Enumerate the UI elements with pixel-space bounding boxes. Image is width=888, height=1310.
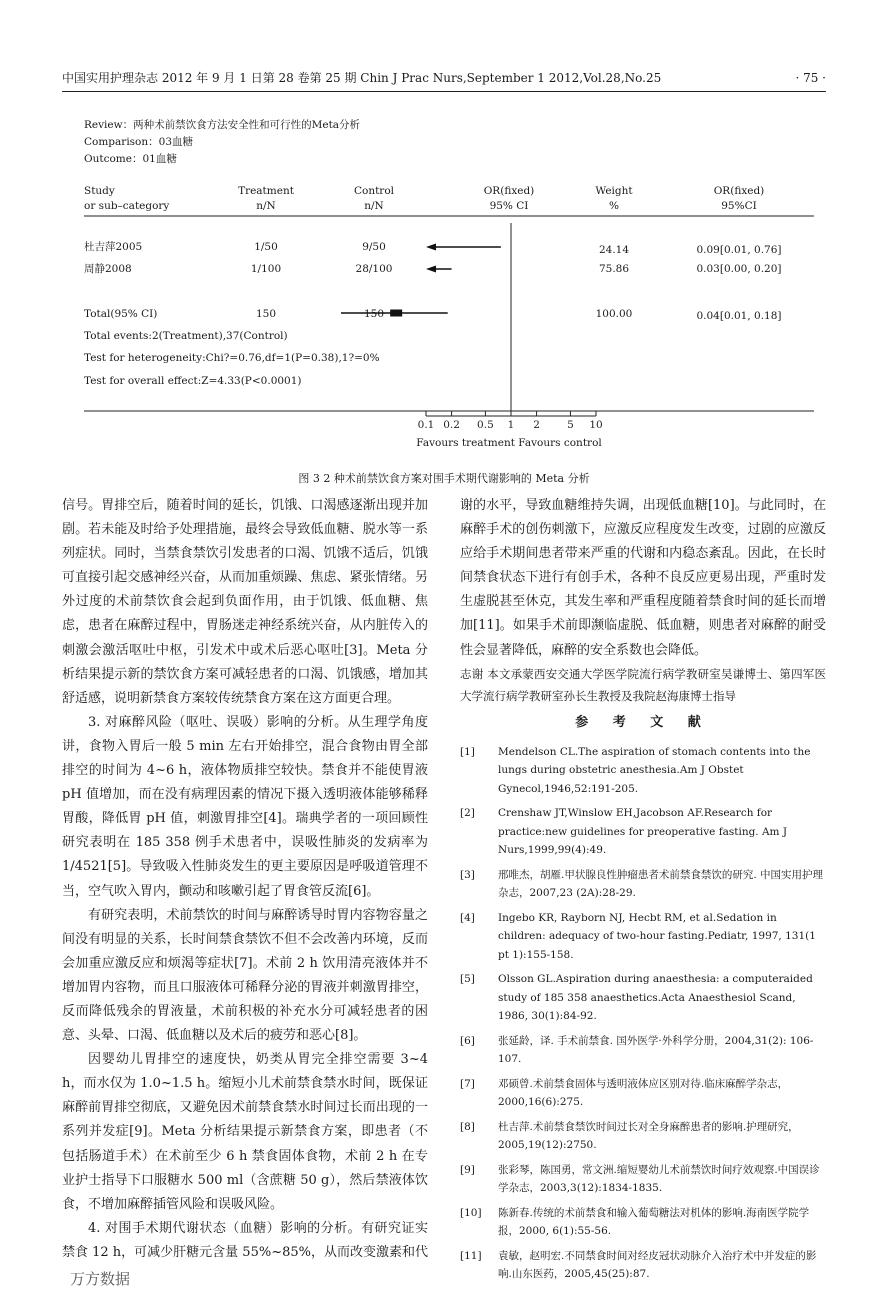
ci-arrow bbox=[426, 244, 436, 251]
reference-number: [1] bbox=[460, 745, 475, 758]
reference-number: [2] bbox=[460, 807, 475, 820]
reference-number: [5] bbox=[460, 973, 475, 986]
reference-text: 邢唯杰，胡雁.甲状腺良性肿瘤患者术前禁食禁饮的研究. 中国实用护理杂志，2007,23 (2A):28-29. bbox=[498, 868, 824, 900]
col-head-study-1: Study bbox=[84, 185, 115, 197]
paragraph-6: 谢的水平，导致血糖维持失调，出现低血糖[10]。与此同时，在麻醉手术的创伤刺激下，应激反应程度发生改变，过剧的应激反应给手术期间患者带来严重的代谢和内稳态紊乱。因此，在长时间禁食状态下进行有创手术，各种不良反应更易出现，严重时发生虚脱甚至休克，其发生率和严重程度随着禁食时间的延长而增加[11]。如果手术前即濒临虚脱、低血糖，则患者对麻醉的耐受性会显著降低，麻醉的安全系数也会降低。 bbox=[460, 498, 826, 658]
col-head-or-2: 95% CI bbox=[489, 200, 529, 212]
journal-info: 中国实用护理杂志 2012 年 9 月 1 日第 28 卷第 25 期 Chin J Prac Nurs,September 1 2012,Vol.28,No.25 bbox=[62, 71, 662, 85]
references-title: 参 考 文 献 bbox=[575, 714, 711, 730]
total-events: Total events:2(Treatment),37(Control) bbox=[84, 330, 288, 342]
row-2-orci: 0.03[0.00, 0.20] bbox=[696, 263, 782, 275]
acknowledgement: 志谢 本文承蒙西安交通大学医学院流行病学教研室吴谦博士、第四军医大学流行病学教研室孙长生教授及我院赵海康博士指导 bbox=[460, 666, 826, 703]
row-1-orci: 0.09[0.01, 0.76] bbox=[696, 244, 782, 256]
col-head-weight-2: % bbox=[609, 200, 619, 212]
row-1-treatment: 1/50 bbox=[254, 241, 278, 253]
ci-arrow bbox=[426, 266, 436, 273]
header-rule bbox=[62, 91, 826, 92]
reference-item bbox=[460, 1075, 826, 1112]
reference-text: Crenshaw JT,Winslow EH,Jacobson AF.Research for practice:new guidelines for preoperative fasting. Am J Nurs,1999,99(4):49. bbox=[498, 807, 788, 857]
page-number: · 75 · bbox=[795, 71, 826, 85]
reference-item bbox=[460, 1161, 826, 1198]
reference-text: 邓硕曾.术前禁食固体与透明液体应区别对待.临床麻醉学杂志，2000,16(6):275. bbox=[498, 1077, 789, 1109]
reference-text: Ingebo KR, Rayborn NJ, Hecbt RM, et al.Sedation in children: adequacy of two-hour fasting.Pediatr, 1997, 131(1 pt 1):155-158. bbox=[498, 911, 816, 961]
total-weight: 100.00 bbox=[595, 308, 633, 320]
forest-plot-svg bbox=[84, 118, 814, 458]
col-head-or-1: OR(fixed) bbox=[483, 185, 535, 197]
heterogeneity-test: Test for heterogeneity:Chi?=0.76,df=1(P=0.38),1?=0% bbox=[84, 352, 380, 364]
outcome-line: Outcome：01血糖 bbox=[84, 153, 177, 165]
total-treatment: 150 bbox=[255, 308, 277, 320]
right-column bbox=[460, 494, 826, 1290]
reference-text: 袁敏，赵明宏.不同禁食时间对经皮冠状动脉介入治疗术中并发症的影响.山东医药，2005,45(25):87. bbox=[498, 1249, 817, 1281]
row-1-weight: 24.14 bbox=[598, 244, 630, 256]
reference-item bbox=[460, 970, 826, 1026]
paragraph-1: 信号。胃排空后，随着时间的延长，饥饿、口渴感逐渐出现并加剧。若未能及时给予处理措施，最终会导致低血糖、脱水等一系列症状。同时，当禁食禁饮引发患者的口渴、饥饿不适后，饥饿可直接引起交感神经兴奋，从而加重烦躁、焦虑、紧张情绪。另外过度的术前禁饮食会起到负面作用，由于饥饿、低血糖、焦虑，患者在麻醉过程中，胃肠迷走神经系统兴奋，从内脏传入的刺激会激活呕吐中枢，引发术中或术后恶心呕吐[3]。Meta 分析结果提示新的禁饮食方案可减轻患者的口渴、饥饿感，增加其舒适感，说明新禁食方案较传统禁食方案在这方面更合理。 bbox=[62, 498, 428, 706]
paragraph-5: 4. 对围手术期代谢状态（血糖）影响的分析。有研究证实禁食 12 h，可减少肝糖元含量 55%~85%，从而改变激素和代 bbox=[62, 1220, 428, 1260]
reference-number: [4] bbox=[460, 911, 475, 924]
reference-text: 陈新春.传统的术前禁食和输入葡萄糖法对机体的影响.海南医学院学报，2000, 6(1):55-56. bbox=[498, 1206, 810, 1238]
reference-text: Mendelson CL.The aspiration of stomach contents into the lungs during obstetric anesthesia.Am J Obstet Gynecol,1946,52:191-205. bbox=[498, 745, 811, 795]
reference-text: 张延龄，译. 手术前禁食. 国外医学·外科学分册，2004,31(2): 106-107. bbox=[498, 1034, 814, 1066]
x-tick-label: 1 bbox=[507, 419, 515, 431]
col-head-weight-1: Weight bbox=[595, 185, 633, 197]
row-2-control: 28/100 bbox=[355, 263, 393, 275]
col-head-control-1: Control bbox=[353, 185, 395, 197]
reference-text: Olsson GL.Aspiration during anaesthesia: a computeraided study of 185 358 anaesthetics.Acta Anaesthesiol Scand, 1986, 30(1):84-92. bbox=[498, 973, 813, 1023]
col-head-treatment-1: Treatment bbox=[238, 185, 294, 197]
reference-list bbox=[460, 743, 826, 1284]
total-estimate bbox=[390, 310, 402, 317]
col-head-orci-2: 95%CI bbox=[721, 200, 757, 212]
left-column bbox=[62, 494, 428, 1265]
x-tick-label: 0.2 bbox=[443, 419, 460, 431]
reference-number: [6] bbox=[460, 1034, 475, 1047]
reference-number: [7] bbox=[460, 1077, 475, 1090]
paragraph-3: 有研究表明，术前禁饮的时间与麻醉诱导时胃内容物容量之间没有明显的关系，长时间禁食禁饮不但不会改善内环境，反而会加重应激反应和烦渴等症状[7]。术前 2 h 饮用清亮液体并不增加胃内容物，而且口服液体可稀释分泌的胃液并刺激胃排空，反而降低残余的胃液量，术前积极的补充水分可减轻患者的困意、头晕、口渴、低血糖以及术后的疲劳和恶心[8]。 bbox=[62, 907, 428, 1044]
x-tick-label: 0.1 bbox=[417, 419, 435, 431]
axis-footer: Favours treatment Favours control bbox=[416, 437, 602, 449]
reference-item bbox=[460, 866, 826, 903]
running-header bbox=[62, 70, 826, 86]
comparison-line: Comparison：03血糖 bbox=[84, 136, 194, 148]
reference-text: 张彩琴，陈国勇，常文洲.缩短婴幼儿术前禁饮时间疗效观察.中国误诊学杂志，2003,3(12):1834-1835. bbox=[498, 1163, 820, 1195]
reference-number: [8] bbox=[460, 1120, 475, 1133]
total-control: 150 bbox=[363, 308, 385, 320]
row-1-control: 9/50 bbox=[362, 241, 386, 253]
reference-number: [3] bbox=[460, 868, 475, 881]
x-tick-label: 5 bbox=[567, 419, 574, 431]
row-2-treatment: 1/100 bbox=[250, 263, 282, 275]
row-1-study: 杜吉萍2005 bbox=[84, 241, 143, 253]
forest-plot-figure bbox=[84, 118, 814, 478]
col-head-treatment-2: n/N bbox=[256, 200, 276, 212]
reference-item bbox=[460, 1118, 826, 1155]
total-study: Total(95% CI) bbox=[84, 308, 158, 320]
paragraph-4: 因婴幼儿胃排空的速度快，奶类从胃完全排空需要 3~4 h，而水仅为 1.0~1.5 h。缩短小儿术前禁食禁水时间，既保证麻醉前胃排空彻底，又避免因术前禁食禁水时间过长而出现的一系列并发症[9]。Meta 分析结果提示新禁食方案，即患者（不包括肠道手术）在术前至少 6 h 禁食固体食物，术前 2 h 在专业护士指导下口服糖水 500 ml（含蔗糖 50 g），然后禁液体饮食，不增加麻醉插管风险和误吸风险。 bbox=[62, 1052, 428, 1212]
reference-item bbox=[460, 1247, 826, 1284]
watermark: 万方数据 bbox=[70, 1270, 131, 1288]
figure-caption: 图 3 2 种术前禁饮食方案对围手术期代谢影响的 Meta 分析 bbox=[298, 472, 590, 485]
row-2-weight: 75.86 bbox=[598, 263, 630, 275]
review-line: Review：两种术前禁饮食方法安全性和可行性的Meta分析 bbox=[84, 119, 361, 131]
reference-item bbox=[460, 804, 826, 860]
col-head-control-2: n/N bbox=[364, 200, 384, 212]
reference-number: [9] bbox=[460, 1163, 475, 1176]
reference-item bbox=[460, 1204, 826, 1241]
total-orci: 0.04[0.01, 0.18] bbox=[696, 310, 782, 322]
reference-number: [11] bbox=[460, 1249, 482, 1262]
reference-item bbox=[460, 1032, 826, 1069]
x-tick-label: 0.5 bbox=[477, 419, 494, 431]
reference-text: 杜吉萍.术前禁食禁饮时间过长对全身麻醉患者的影响.护理研究，2005,19(12):2750. bbox=[498, 1120, 799, 1152]
col-head-orci-1: OR(fixed) bbox=[713, 185, 765, 197]
row-2-study: 周静2008 bbox=[84, 263, 132, 275]
overall-effect-test: Test for overall effect:Z=4.33(P<0.0001) bbox=[84, 375, 302, 387]
col-head-study-2: or sub–category bbox=[84, 200, 170, 212]
paragraph-2: 3. 对麻醉风险（呕吐、误吸）影响的分析。从生理学角度讲，食物入胃后一般 5 min 左右开始排空，混合食物由胃全部排空的时间为 4~6 h，液体物质排空较快。禁食并不能使胃液 pH 值增加，而在没有病理因素的情况下摄入透明液体能够稀释胃酸，降低胃 pH 值，刺激胃排空[4]。瑞典学者的一项回顾性研究表明在 185 358 例手术患者中，误吸性肺炎的发病率为 1/4521[5]。导致吸入性肺炎发生的更主要原因是呼吸道管理不当，空气吹入胃内，颤动和咳嗽引起了胃食管反流[6]。 bbox=[62, 714, 428, 899]
x-tick-label: 2 bbox=[533, 419, 540, 431]
x-tick-label: 10 bbox=[589, 419, 603, 431]
reference-item bbox=[460, 909, 826, 965]
reference-number: [10] bbox=[460, 1206, 482, 1219]
reference-item bbox=[460, 743, 826, 799]
